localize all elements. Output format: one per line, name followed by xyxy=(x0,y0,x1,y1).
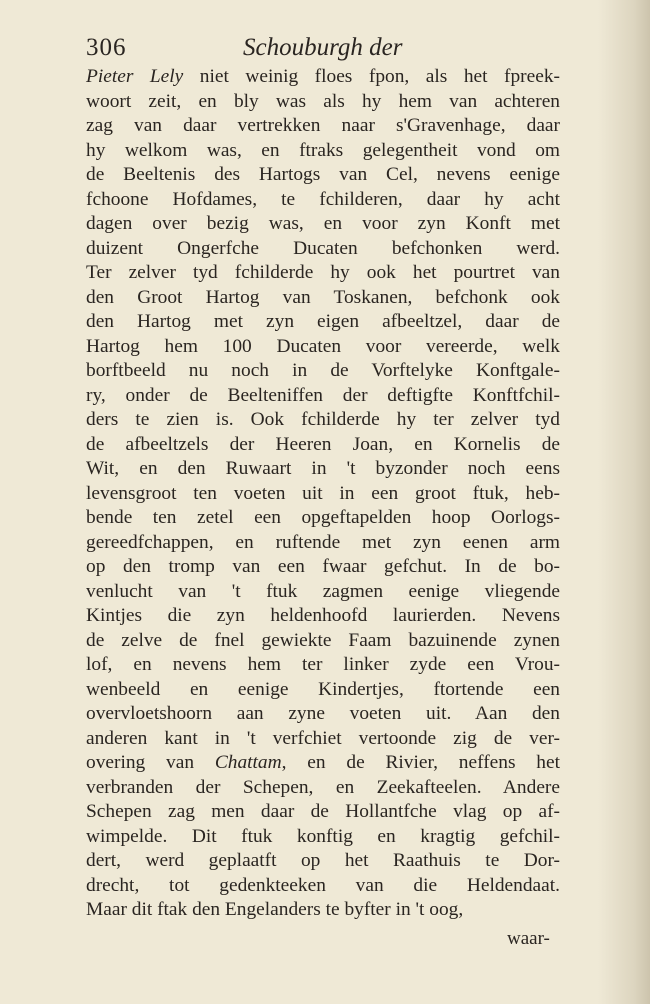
text-segment: den Groot Hartog van Toskanen, befchonk ook xyxy=(86,286,560,308)
text-segment: wenbeeld en eenige Kindertjes, ftortende een xyxy=(86,678,560,700)
text-line xyxy=(86,629,560,654)
text-line xyxy=(86,849,560,874)
text-segment: de Beeltenis des Hartogs van Cel, nevens eenige xyxy=(86,164,560,185)
text-line xyxy=(86,457,560,482)
text-segment: duizent Ongerfche Ducaten befchonken werd. xyxy=(86,237,560,259)
text-line xyxy=(86,384,560,409)
catchword: waar- xyxy=(507,928,550,949)
text-segment: den Hartog met zyn eigen afbeeltzel, daar de xyxy=(86,311,560,332)
text-line xyxy=(86,114,560,139)
text-segment: bende ten zetel een opgeftapelden hoop Oorlogs- xyxy=(86,507,560,528)
text-line xyxy=(86,555,560,580)
text-line xyxy=(86,188,560,213)
text-segment: levensgroot ten voeten uit in een groot ftuk, heb- xyxy=(86,482,560,504)
text-line xyxy=(86,898,560,923)
text-segment: Schepen zag men daar de Hollantfche vlag op af- xyxy=(86,801,560,822)
text-line xyxy=(86,65,560,90)
text-segment: ders te zien is. Ook fchilderde hy ter zelver tyd xyxy=(86,409,560,430)
text-line xyxy=(86,310,560,335)
text-line xyxy=(86,408,560,433)
text-segment: zag van daar vertrekken naar s'Gravenhage, daar xyxy=(86,115,560,136)
text-segment: verbranden der Schepen, en Zeekafteelen. Andere xyxy=(86,776,560,798)
text-segment: gereedfchappen, en ruftende met zyn eenen arm xyxy=(86,531,560,553)
text-segment: dert, werd geplaatft op het Raathuis te Dor- xyxy=(86,850,560,871)
italic-name: Pieter Lely xyxy=(86,66,184,87)
text-segment: Kintjes die zyn heldenhoofd laurierden. Nevens xyxy=(86,605,560,626)
italic-name: Chattam xyxy=(214,752,282,773)
text-segment: niet weinig floes fpon, als het fpreek- xyxy=(183,66,560,87)
text-segment: de zelve de fnel gewiekte Faam bazuinende zynen xyxy=(86,629,560,651)
text-segment: Hartog hem 100 Ducaten voor vereerde, welk xyxy=(86,335,560,357)
text-segment: wimpelde. Dit ftuk konftig en kragtig gefchil- xyxy=(86,825,560,847)
text-line xyxy=(86,90,560,115)
text-segment: anderen kant in 't verfchiet vertoonde zig de ver- xyxy=(86,727,560,749)
text-line xyxy=(86,751,560,776)
text-line xyxy=(86,653,560,678)
text-segment: , en de Rivier, neffens het xyxy=(281,752,560,773)
text-segment: overvloetshoorn aan zyne voeten uit. Aan den xyxy=(86,703,560,724)
text-segment: Maar dit ftak den Engelanders te byfter in 't oog, xyxy=(86,899,464,920)
text-segment: borftbeeld nu noch in de Vorftelyke Konftgale- xyxy=(86,360,560,381)
text-segment: drecht, tot gedenkteeken van die Heldendaat. xyxy=(86,874,560,896)
text-line xyxy=(86,874,560,899)
text-line xyxy=(86,678,560,703)
text-segment: Wit, en den Ruwaart in 't byzonder noch eens xyxy=(86,458,560,479)
text-segment: op den tromp van een fwaar gefchut. In de bo- xyxy=(86,556,560,577)
text-segment: ry, onder de Beelteniffen der deftigfte Konftfchil- xyxy=(86,384,560,406)
text-segment: overing van xyxy=(86,752,215,773)
text-line xyxy=(86,237,560,262)
running-head: Schouburgh der xyxy=(243,34,403,61)
text-segment: lof, en nevens hem ter linker zyde een Vrou- xyxy=(86,654,560,675)
text-line xyxy=(86,335,560,360)
text-segment: woort zeit, en bly was als hy hem van achteren xyxy=(86,90,560,112)
text-line xyxy=(86,604,560,629)
text-segment: fchoone Hofdames, te fchilderen, daar hy acht xyxy=(86,188,560,210)
text-line xyxy=(86,212,560,237)
body-text xyxy=(86,65,560,923)
text-line xyxy=(86,702,560,727)
text-line xyxy=(86,800,560,825)
text-line xyxy=(86,139,560,164)
page-number: 306 xyxy=(86,34,127,61)
text-line xyxy=(86,825,560,850)
text-line xyxy=(86,261,560,286)
text-segment: Ter zelver tyd fchilderde hy ook het pourtret van xyxy=(86,262,560,283)
text-line xyxy=(86,163,560,188)
text-line xyxy=(86,506,560,531)
text-segment: venlucht van 't ftuk zagmen eenige vliegende xyxy=(86,580,560,602)
text-segment: dagen over bezig was, en voor zyn Konft met xyxy=(86,213,560,234)
text-line xyxy=(86,286,560,311)
text-line xyxy=(86,776,560,801)
text-line xyxy=(86,531,560,556)
text-line xyxy=(86,580,560,605)
text-segment: hy welkom was, en ftraks gelegentheit vond om xyxy=(86,139,560,161)
text-line xyxy=(86,482,560,507)
page-edge-shadow xyxy=(598,0,650,1004)
text-line xyxy=(86,727,560,752)
page-header xyxy=(86,30,560,66)
text-line xyxy=(86,359,560,384)
text-line xyxy=(86,433,560,458)
text-segment: de afbeeltzels der Heeren Joan, en Kornelis de xyxy=(86,433,560,455)
